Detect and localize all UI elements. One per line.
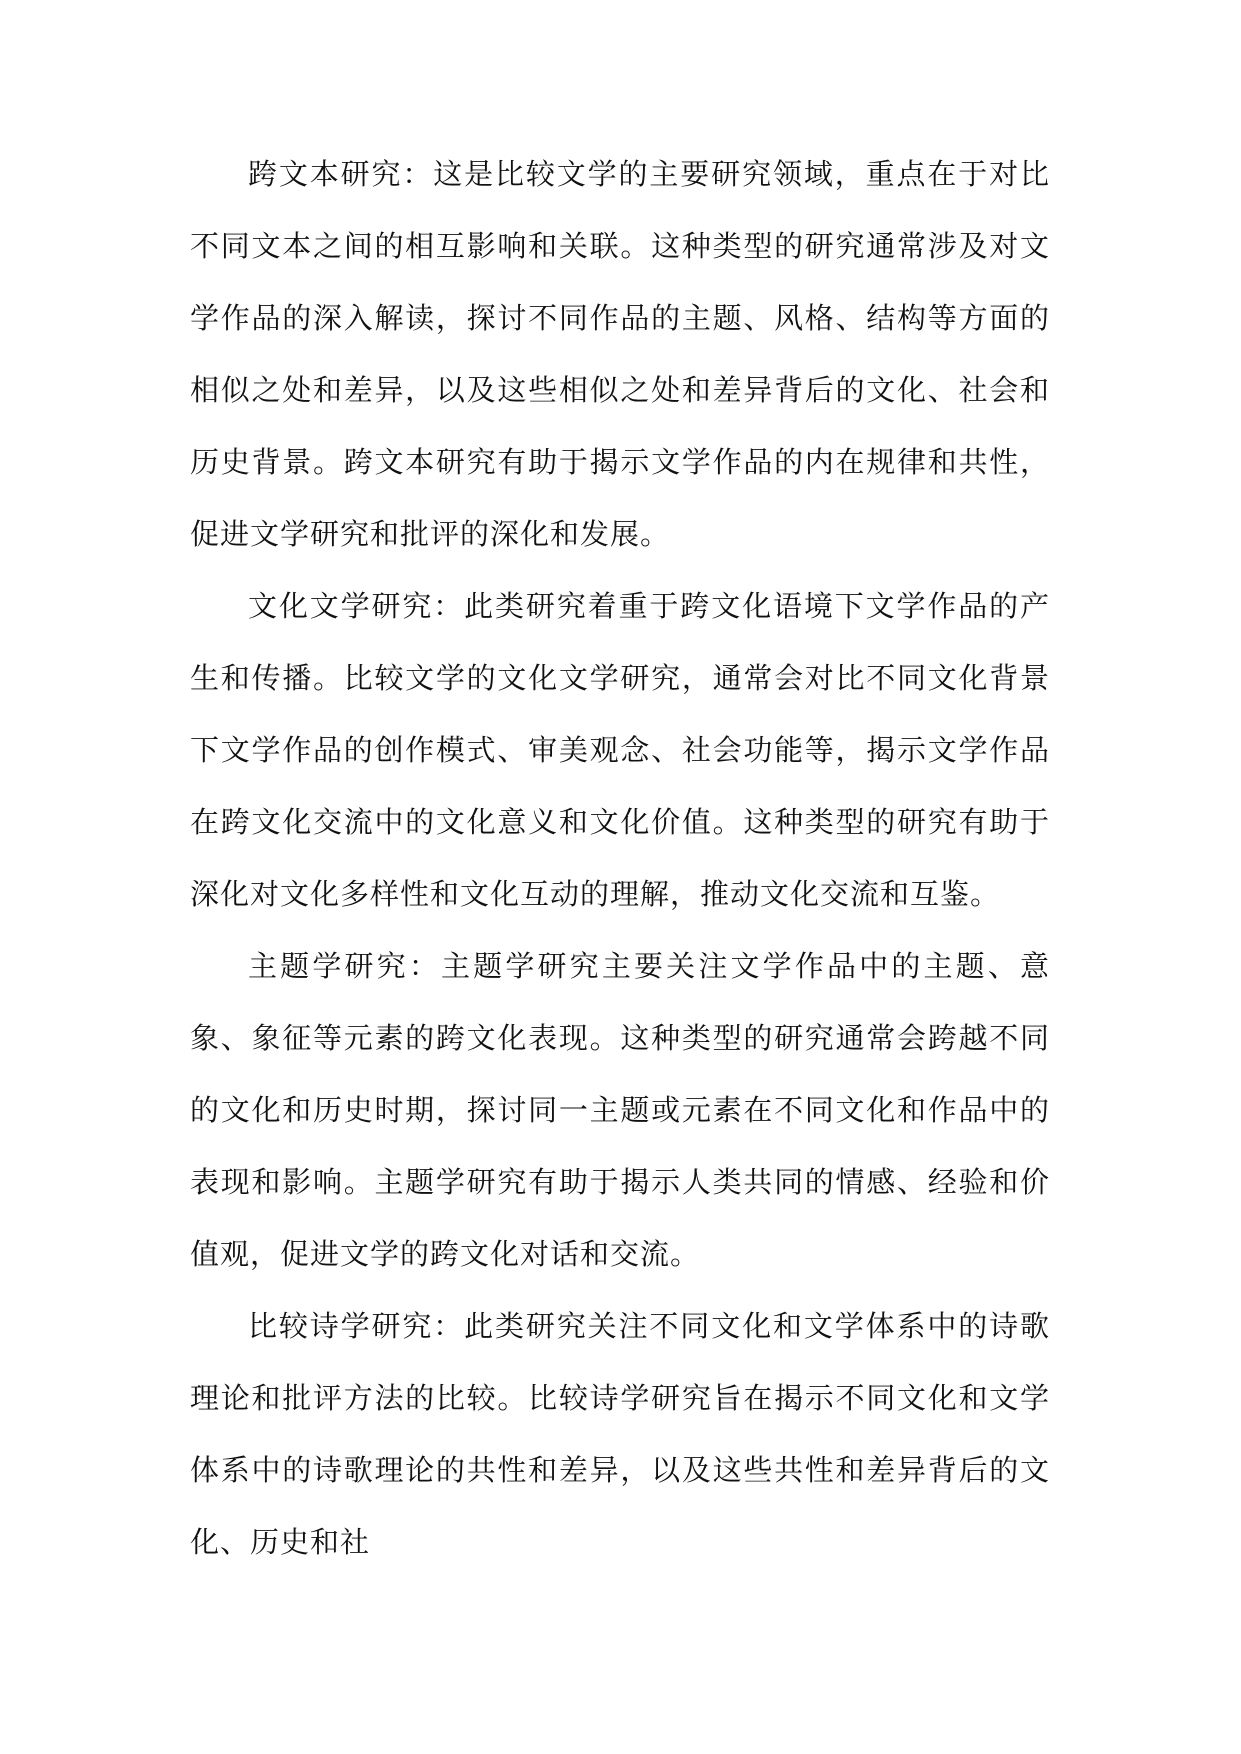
paragraph-comparative-poetics-study: 比较诗学研究：此类研究关注不同文化和文学体系中的诗歌理论和批评方法的比较。比较诗学研究旨在揭示不同文化和文学体系中的诗歌理论的共性和差异，以及这些共性和差异背后的文化、历史和社 — [190, 1309, 1050, 1559]
paragraph-cross-text-study: 跨文本研究：这是比较文学的主要研究领域，重点在于对比不同文本之间的相互影响和关联。这种类型的研究通常涉及对文学作品的深入解读，探讨不同作品的主题、风格、结构等方面的相似之处和差异，以及这些相似之处和差异背后的文化、社会和历史背景。跨文本研究有助于揭示文学作品的内在规律和共性，促进文学研究和批评的深化和发展。 — [190, 157, 1050, 551]
document-body — [190, 138, 1050, 1578]
paragraph-thematology-study: 主题学研究：主题学研究主要关注文学作品中的主题、意象、象征等元素的跨文化表现。这种类型的研究通常会跨越不同的文化和历史时期，探讨同一主题或元素在不同文化和作品中的表现和影响。主题学研究有助于揭示人类共同的情感、经验和价值观，促进文学的跨文化对话和交流。 — [190, 949, 1050, 1271]
paragraph-cultural-literature-study: 文化文学研究：此类研究着重于跨文化语境下文学作品的产生和传播。比较文学的文化文学研究，通常会对比不同文化背景下文学作品的创作模式、审美观念、社会功能等，揭示文学作品在跨文化交流中的文化意义和文化价值。这种类型的研究有助于深化对文化多样性和文化互动的理解，推动文化交流和互鉴。 — [190, 589, 1050, 911]
